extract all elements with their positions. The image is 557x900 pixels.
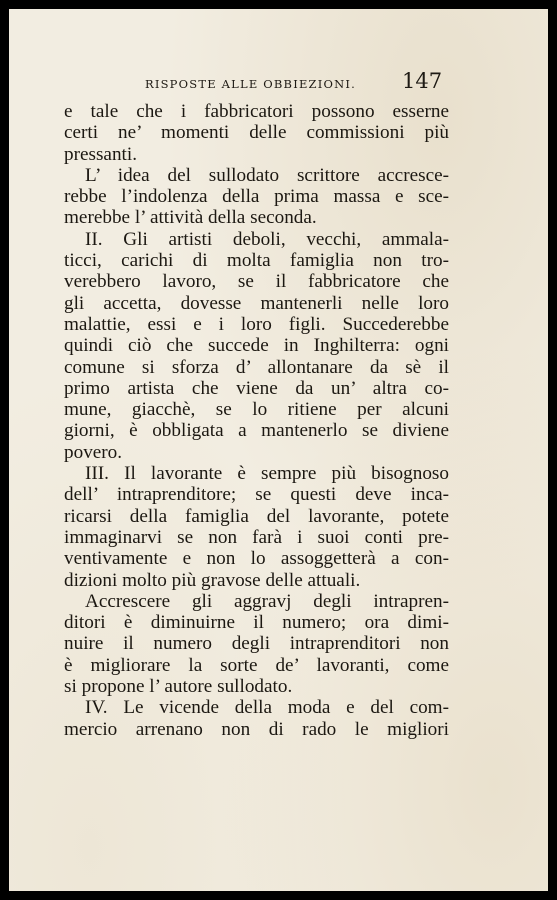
- text-line: gli accetta, dovesse mantenerli nelle loro: [64, 292, 449, 314]
- text-line: Accrescere gli aggravj degli intrapren-: [85, 590, 449, 612]
- text-line: mune, giacchè, se lo ritiene per alcuni: [64, 399, 449, 421]
- text-line: malattie, essi e i loro figli. Succederebbe: [64, 313, 449, 335]
- text-line: ditori è diminuirne il numero; ora dimi-: [64, 612, 449, 634]
- text-line: quindi ciò che succede in Inghilterra: ogni: [64, 335, 449, 357]
- text-line: verebbero lavoro, se il fabbricatore che: [64, 271, 449, 293]
- text-line: e tale che i fabbricatori possono esserne: [64, 101, 449, 122]
- text-line: immaginarvi se non farà i suoi conti pre-: [64, 526, 449, 548]
- text-line: giorni, è obbligata a mantenerlo se diviene: [64, 420, 449, 442]
- text-line: ricarsi della famiglia del lavorante, potete: [64, 505, 449, 527]
- text-line: ventivamente e non lo assoggetterà a con-: [64, 548, 449, 570]
- text-line: primo artista che viene da un’ altra co-: [64, 377, 449, 399]
- text-line: mercio arrenano non di rado le migliori: [64, 718, 449, 740]
- text-line: III. Il lavorante è sempre più bisognoso: [85, 463, 449, 485]
- text-line: ticci, carichi di molta famiglia non tro-: [64, 250, 449, 272]
- text-line: dizioni molto più gravose delle attuali.: [64, 569, 361, 591]
- text-line: comune si sforza d’ allontanare da sè il: [64, 356, 449, 378]
- text-line: nuire il numero degli intraprenditori non: [64, 633, 449, 655]
- text-line: IV. Le vicende della moda e del com-: [85, 697, 449, 719]
- text-line: povero.: [64, 441, 123, 463]
- running-head-title: RISPOSTE ALLE OBBIEZIONI.: [145, 77, 356, 91]
- running-head: [9, 67, 548, 97]
- book-page: [9, 9, 548, 891]
- text-line: II. Gli artisti deboli, vecchi, ammala-: [85, 228, 449, 250]
- text-line: certi ne’ momenti delle commissioni più: [64, 122, 449, 144]
- text-line: L’ idea del sullodato scrittore accresce-: [85, 164, 449, 186]
- text-line: pressanti.: [64, 143, 138, 165]
- page-number: 147: [402, 69, 443, 93]
- text-line: è migliorare la sorte de’ lavoranti, come: [64, 654, 449, 676]
- text-line: dell’ intraprenditore; se questi deve inca-: [64, 484, 449, 506]
- text-line: merebbe l’ attività della seconda.: [64, 207, 317, 229]
- text-line: si propone l’ autore sullodato.: [64, 676, 293, 698]
- text-line: rebbe l’indolenza della prima massa e sce-: [64, 186, 449, 208]
- body-text: [64, 101, 449, 740]
